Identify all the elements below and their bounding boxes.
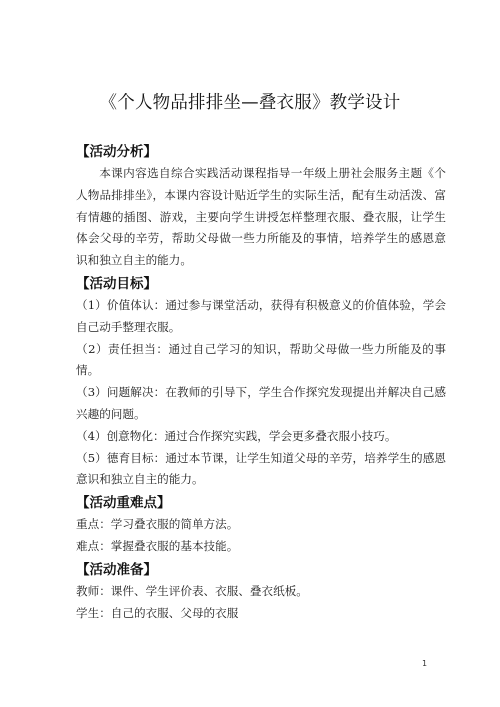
preparation-teacher: 教师：课件、学生评价表、衣服、叠衣纸板。 (76, 583, 308, 598)
preparation-student: 学生：自己的衣服、父母的衣服 (76, 605, 239, 620)
goal-item-4: （4）创意物化：通过合作探究实践，学会更多叠衣服小技巧。 (76, 428, 397, 443)
section-heading-goals: 【活动目标】 (76, 275, 157, 292)
analysis-paragraph: 本课内容选自综合实践活动课程指导一年级上册社会服务主题《个人物品排排坐》，本课内容设计贴近学生的实际生活，配有生动活泼、富有情趣的插图、游戏，主要向学生讲授怎样整理衣服、叠衣服，让学生体会父母的辛劳，帮助父母做一些力所能及的事情，培养学生的感恩意识和独立自主的能力。 (76, 166, 446, 268)
page-number: 1 (422, 659, 428, 668)
goal-item-5: （5）德育目标：通过本节课，让学生知道父母的辛劳，培养学生的感恩意识和独立自主的能力。 (76, 450, 446, 487)
document-title: 《个人物品排排坐—叠衣服》教学设计 (99, 93, 401, 113)
goal-item-1: （1）价值体认：通过参与课堂活动，获得有积极意义的价值体验，学会自己动手整理衣服。 (76, 297, 446, 334)
section-heading-preparation: 【活动准备】 (76, 561, 157, 578)
section-heading-key-points: 【活动重难点】 (76, 495, 171, 512)
document-body (76, 140, 446, 624)
goal-item-3: （3）问题解决：在教师的引导下，学生合作探究发现提出并解决自己感兴趣的问题。 (76, 385, 446, 421)
key-point-difficulty: 难点：掌握叠衣服的基本技能。 (76, 538, 239, 553)
section-heading-analysis: 【活动分析】 (76, 144, 157, 160)
goal-item-2: （2）责任担当：通过自己学习的知识，帮助父母做一些力所能及的事情。 (76, 341, 446, 378)
key-point-focus: 重点：学习叠衣服的简单方法。 (76, 517, 239, 532)
